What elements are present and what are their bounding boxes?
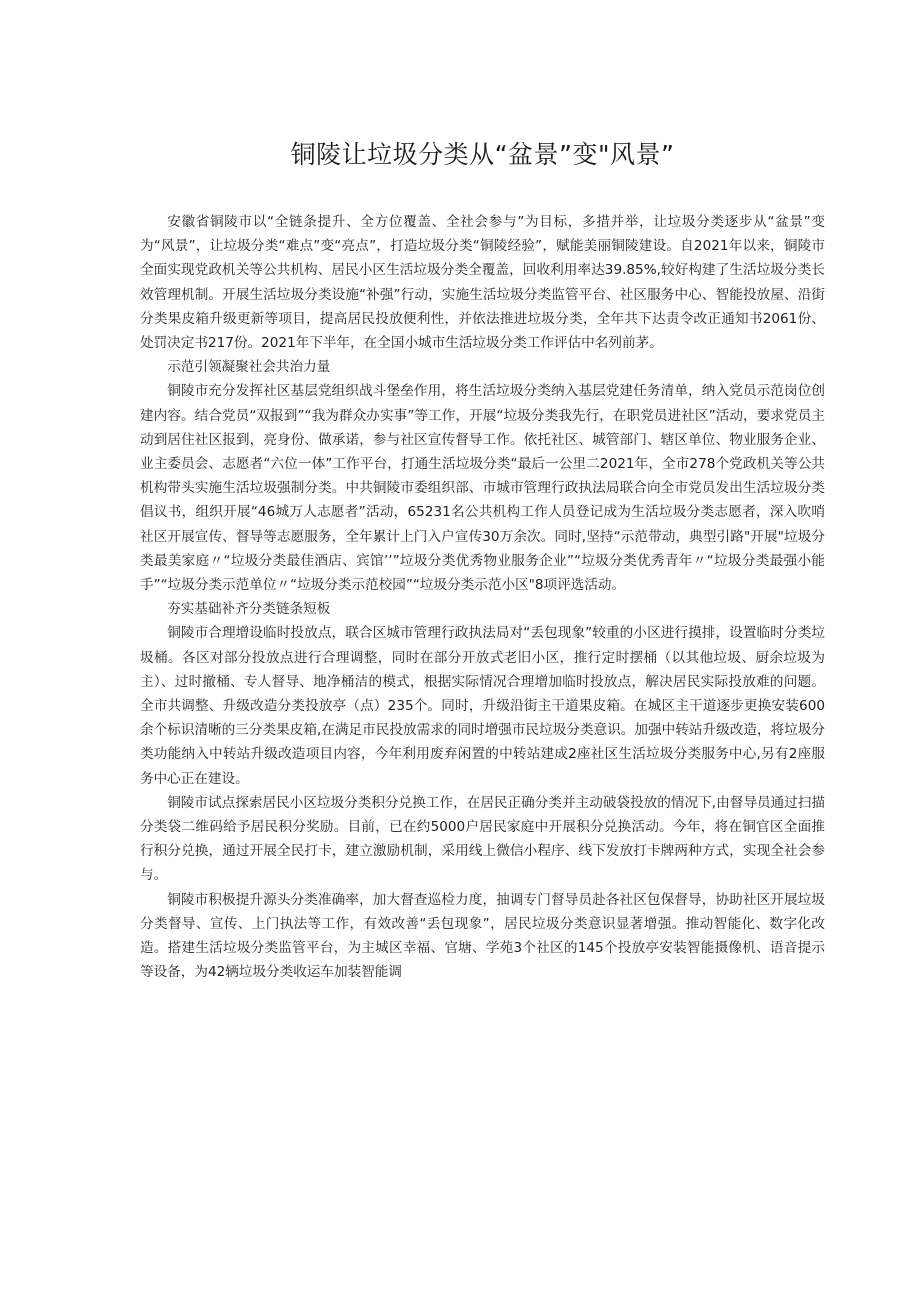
paragraph-intro: 安徽省铜陵市以“全链条提升、全方位覆盖、全社会参与”为目标，多措并举，让垃圾分类逐步从“盆景”变为“风景”，让垃圾分类“难点”变“亮点”，打造垃圾分类“铜陵经验”，赋能美丽铜陵建设。自2021年以来，铜陵市全面实现党政机关等公共机构、居民小区生活垃圾分类全覆盖，回收利用率达39.85%,较好构建了生活垃圾分类长效管理机制。开展生活垃圾分类设施“补强”行动，实施生活垃圾分类监管平台、社区服务中心、智能投放屋、沿街分类果皮箱升级更新等项目，提高居民投放便利性，并依法推进垃圾分类，全年共下达责令改正通知书2061份、处罚决定书217份。2021年下半年，在全国小城市生活垃圾分类工作评估中名列前茅。 [140,214,825,352]
section-heading-foundation: 夯实基础补齐分类链条短板 [167,601,331,618]
document-title: 铜陵让垃圾分类从“盆景”变"风景” [290,140,675,169]
paragraph-supervision: 铜陵市积极提升源头分类准确率，加大督查巡检力度，抽调专门督导员赴各社区包保督导，协助社区开展垃圾分类督导、宣传、上门执法等工作，有效改善“丢包现象”，居民垃圾分类意识显著增强。推动智能化、数字化改造。搭建生活垃圾分类监管平台，为主城区幸福、官塘、学苑3个社区的145个投放亭安装智能摄像机、语音提示等设备，为42辆垃圾分类收运车加装智能调 [140,891,825,981]
section-heading-demonstration: 示范引领凝聚社会共治力量 [167,359,331,376]
paragraph-points-exchange: 铜陵市试点探索居民小区垃圾分类积分兑换工作，在居民正确分类并主动破袋投放的情况下,由督导员通过扫描分类袋二维码给予居民积分奖励。目前，已在约5000户居民家庭中开展积分兑换活动。今年，将在铜官区全面推行积分兑换，通过开展全民打卡，建立激励机制，采用线上微信小程序、线下发放打卡牌两种方式，实现全社会参与。 [140,794,825,884]
paragraph-party-members: 铜陵市充分发挥社区基层党组织战斗堡垒作用，将生活垃圾分类纳入基层党建任务清单，纳入党员示范岗位创建内容。结合党员“双报到”“我为群众办实事”等工作，开展“垃圾分类我先行，在职党员进社区”活动，要求党员主动到居住社区报到，亮身份、做承诺，参与社区宣传督导工作。依托社区、城管部门、辖区单位、物业服务企业、业主委员会、志愿者“六位一体”工作平台，打通生活垃圾分类“最后一公里二2021年，全市278个党政机关等公共机构带头实施生活垃圾强制分类。中共铜陵市委组织部、市城市管理行政执法局联合向全市党员发出生活垃圾分类倡议书，组织开展“46城万人志愿者”活动，65231名公共机构工作人员登记成为生活垃圾分类志愿者，深入吹哨社区开展宣传、督导等志愿服务，全年累计上门入户宣传30万余次。同时,坚持“示范带动，典型引路"开展"垃圾分类最美家庭〃“垃圾分类最佳酒店、宾馆’’”垃圾分类优秀物业服务企业”“垃圾分类优秀青年〃“垃圾分类最强小能手”“垃圾分类示范单位〃“垃圾分类示范校园”“垃圾分类示范小区"8项评选活动。 [140,383,825,594]
paragraph-collection-points: 铜陵市合理增设临时投放点，联合区城市管理行政执法局对“丢包现象”较重的小区进行摸排，设置临时分类垃圾桶。各区对部分投放点进行合理调整，同时在部分开放式老旧小区，推行定时摆桶（以其他垃圾、厨余垃圾为主）、过时撤桶、专人督导、地净桶洁的模式，根据实际情况合理增加临时投放点，解决居民实际投放难的问题。全市共调整、升级改造分类投放亭（点）235个。同时，升级沿街主干道果皮箱。在城区主干道逐步更换安装600余个标识清晰的三分类果皮箱,在满足市民投放需求的同时增强市民垃圾分类意识。加强中转站升级改造，将垃圾分类功能纳入中转站升级改造项目内容，今年利用废弃闲置的中转站建成2座社区生活垃圾分类服务中心,另有2座服务中心正在建设。 [140,625,825,787]
